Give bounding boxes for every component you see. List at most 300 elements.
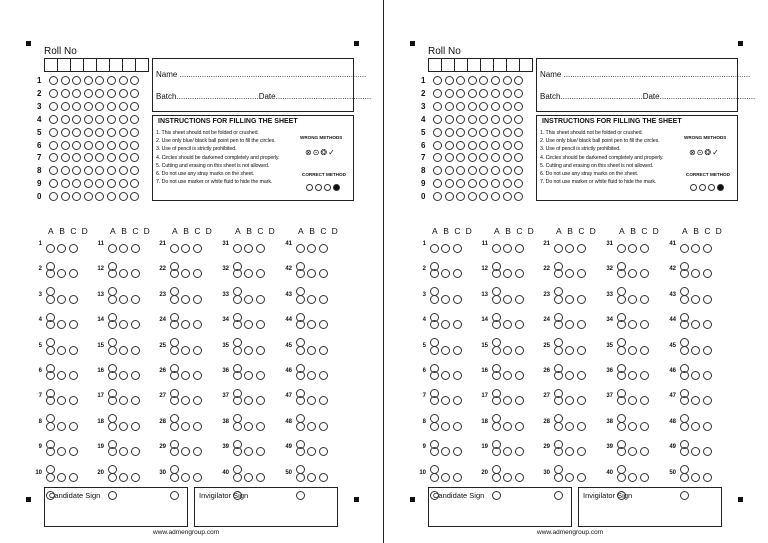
answer-bubble-b[interactable] [57,473,66,482]
roll-bubble[interactable] [468,179,477,188]
answer-bubble-a[interactable] [492,396,501,405]
answer-bubble-c[interactable] [319,346,328,355]
answer-bubble-c[interactable] [453,371,462,380]
answer-bubble-b[interactable] [441,295,450,304]
answer-bubble-b[interactable] [503,473,512,482]
answer-bubble-a[interactable] [492,473,501,482]
answer-bubble-a[interactable] [492,269,501,278]
answer-bubble-c[interactable] [131,269,140,278]
answer-bubble-c[interactable] [453,396,462,405]
answer-bubble-a[interactable] [46,422,55,431]
roll-digit-box[interactable] [454,59,467,71]
roll-bubble[interactable] [61,141,70,150]
answer-bubble-a[interactable] [296,320,305,329]
roll-bubble[interactable] [445,102,454,111]
roll-digit-box[interactable] [96,59,109,71]
answer-bubble-b[interactable] [119,269,128,278]
answer-bubble-a[interactable] [430,396,439,405]
answer-bubble-b[interactable] [628,473,637,482]
answer-bubble-b[interactable] [691,244,700,253]
answer-bubble-c[interactable] [69,447,78,456]
answer-bubble-a[interactable] [680,371,689,380]
roll-bubble[interactable] [72,166,81,175]
answer-bubble-a[interactable] [680,244,689,253]
answer-bubble-a[interactable] [680,320,689,329]
answer-bubble-c[interactable] [453,422,462,431]
roll-bubble[interactable] [49,115,58,124]
roll-bubble[interactable] [119,76,128,85]
answer-bubble-a[interactable] [554,473,563,482]
answer-bubble-b[interactable] [503,447,512,456]
roll-bubble[interactable] [445,166,454,175]
answer-bubble-a[interactable] [554,422,563,431]
roll-bubble[interactable] [433,192,442,201]
answer-bubble-a[interactable] [680,269,689,278]
answer-bubble-c[interactable] [577,422,586,431]
roll-bubble[interactable] [456,179,465,188]
candidate-sign-box[interactable] [44,487,188,527]
roll-bubble[interactable] [119,89,128,98]
answer-bubble-b[interactable] [691,371,700,380]
answer-bubble-c[interactable] [131,244,140,253]
roll-bubble[interactable] [503,128,512,137]
roll-bubble[interactable] [433,115,442,124]
answer-bubble-b[interactable] [503,422,512,431]
answer-bubble-c[interactable] [640,447,649,456]
answer-bubble-a[interactable] [108,269,117,278]
roll-bubble[interactable] [433,76,442,85]
answer-bubble-b[interactable] [503,295,512,304]
roll-bubble[interactable] [433,141,442,150]
answer-bubble-b[interactable] [307,269,316,278]
answer-bubble-b[interactable] [691,447,700,456]
answer-bubble-c[interactable] [131,473,140,482]
roll-bubble[interactable] [95,76,104,85]
roll-bubble[interactable] [514,89,523,98]
roll-bubble[interactable] [491,166,500,175]
roll-bubble[interactable] [503,192,512,201]
candidate-sign-box[interactable] [428,487,572,527]
answer-bubble-b[interactable] [181,295,190,304]
answer-bubble-a[interactable] [680,447,689,456]
roll-bubble[interactable] [468,115,477,124]
answer-bubble-b[interactable] [565,371,574,380]
answer-bubble-c[interactable] [256,447,265,456]
answer-bubble-c[interactable] [577,346,586,355]
answer-bubble-c[interactable] [69,422,78,431]
answer-bubble-c[interactable] [69,244,78,253]
answer-bubble-c[interactable] [453,269,462,278]
roll-bubble[interactable] [479,179,488,188]
answer-bubble-c[interactable] [319,396,328,405]
answer-bubble-b[interactable] [244,244,253,253]
answer-bubble-a[interactable] [617,473,626,482]
answer-bubble-b[interactable] [691,320,700,329]
answer-bubble-c[interactable] [69,371,78,380]
answer-bubble-b[interactable] [57,447,66,456]
roll-bubble[interactable] [479,128,488,137]
roll-bubble[interactable] [95,141,104,150]
roll-digit-box[interactable] [519,59,532,71]
answer-bubble-c[interactable] [577,244,586,253]
roll-bubble[interactable] [84,76,93,85]
roll-bubble[interactable] [61,102,70,111]
answer-bubble-b[interactable] [244,447,253,456]
roll-bubble[interactable] [479,115,488,124]
roll-bubble[interactable] [479,166,488,175]
answer-bubble-a[interactable] [46,371,55,380]
answer-bubble-b[interactable] [441,473,450,482]
answer-bubble-c[interactable] [577,447,586,456]
roll-bubble[interactable] [456,128,465,137]
roll-bubble[interactable] [49,89,58,98]
roll-bubble[interactable] [95,89,104,98]
answer-bubble-c[interactable] [640,269,649,278]
answer-bubble-a[interactable] [680,346,689,355]
answer-bubble-c[interactable] [703,244,712,253]
roll-bubble[interactable] [433,89,442,98]
answer-bubble-a[interactable] [680,295,689,304]
answer-bubble-a[interactable] [46,269,55,278]
answer-bubble-a[interactable] [46,447,55,456]
answer-bubble-b[interactable] [181,396,190,405]
roll-bubble[interactable] [503,115,512,124]
answer-bubble-c[interactable] [453,295,462,304]
answer-bubble-b[interactable] [181,422,190,431]
answer-bubble-b[interactable] [441,346,450,355]
roll-bubble[interactable] [72,76,81,85]
answer-bubble-a[interactable] [108,396,117,405]
roll-bubble[interactable] [130,179,139,188]
answer-bubble-b[interactable] [57,396,66,405]
roll-bubble[interactable] [456,166,465,175]
answer-bubble-a[interactable] [170,473,179,482]
roll-bubble[interactable] [95,179,104,188]
answer-bubble-a[interactable] [233,346,242,355]
answer-bubble-c[interactable] [453,244,462,253]
roll-bubble[interactable] [456,141,465,150]
answer-bubble-b[interactable] [441,396,450,405]
roll-bubble[interactable] [84,153,93,162]
answer-bubble-b[interactable] [628,447,637,456]
answer-bubble-a[interactable] [296,447,305,456]
answer-bubble-c[interactable] [640,244,649,253]
answer-bubble-a[interactable] [617,269,626,278]
answer-bubble-a[interactable] [233,320,242,329]
roll-digit-box[interactable] [493,59,506,71]
roll-bubble[interactable] [491,102,500,111]
answer-bubble-a[interactable] [492,346,501,355]
roll-bubble[interactable] [468,76,477,85]
roll-bubble[interactable] [514,179,523,188]
answer-bubble-a[interactable] [492,447,501,456]
answer-bubble-a[interactable] [430,371,439,380]
answer-bubble-a[interactable] [554,269,563,278]
answer-bubble-c[interactable] [256,244,265,253]
answer-bubble-a[interactable] [170,422,179,431]
roll-bubble[interactable] [84,166,93,175]
answer-bubble-c[interactable] [515,422,524,431]
answer-bubble-c[interactable] [515,295,524,304]
answer-bubble-c[interactable] [256,473,265,482]
roll-bubble[interactable] [95,128,104,137]
answer-bubble-c[interactable] [256,422,265,431]
answer-bubble-c[interactable] [515,473,524,482]
answer-bubble-a[interactable] [554,396,563,405]
answer-bubble-b[interactable] [503,371,512,380]
answer-bubble-a[interactable] [554,447,563,456]
answer-bubble-b[interactable] [565,422,574,431]
answer-bubble-b[interactable] [119,396,128,405]
answer-bubble-a[interactable] [233,244,242,253]
answer-bubble-a[interactable] [108,422,117,431]
answer-bubble-b[interactable] [244,422,253,431]
answer-bubble-b[interactable] [57,320,66,329]
answer-bubble-a[interactable] [296,269,305,278]
answer-bubble-b[interactable] [181,320,190,329]
answer-bubble-a[interactable] [108,295,117,304]
answer-bubble-a[interactable] [617,320,626,329]
answer-bubble-b[interactable] [307,473,316,482]
answer-bubble-c[interactable] [703,269,712,278]
roll-bubble[interactable] [456,76,465,85]
answer-bubble-b[interactable] [565,269,574,278]
roll-bubble[interactable] [130,141,139,150]
roll-digit-box[interactable] [70,59,83,71]
roll-bubble[interactable] [445,128,454,137]
answer-bubble-a[interactable] [170,396,179,405]
roll-digit-box[interactable] [122,59,135,71]
answer-bubble-a[interactable] [170,447,179,456]
name-field[interactable]: Name .................................................................................... [540,70,751,79]
answer-bubble-b[interactable] [57,269,66,278]
roll-bubble[interactable] [49,141,58,150]
answer-bubble-b[interactable] [119,371,128,380]
answer-bubble-a[interactable] [680,396,689,405]
answer-bubble-a[interactable] [430,473,439,482]
roll-bubble[interactable] [491,89,500,98]
answer-bubble-b[interactable] [503,396,512,405]
roll-bubble[interactable] [445,179,454,188]
answer-bubble-c[interactable] [703,422,712,431]
answer-bubble-a[interactable] [170,346,179,355]
answer-bubble-c[interactable] [256,371,265,380]
roll-bubble[interactable] [95,102,104,111]
answer-bubble-a[interactable] [554,295,563,304]
answer-bubble-a[interactable] [554,371,563,380]
roll-no-boxes[interactable] [428,58,533,72]
answer-bubble-c[interactable] [69,295,78,304]
answer-bubble-a[interactable] [296,422,305,431]
roll-bubble[interactable] [84,115,93,124]
answer-bubble-c[interactable] [640,320,649,329]
roll-bubble[interactable] [119,102,128,111]
answer-bubble-a[interactable] [492,295,501,304]
roll-bubble[interactable] [456,115,465,124]
answer-bubble-c[interactable] [640,371,649,380]
answer-bubble-a[interactable] [233,295,242,304]
answer-bubble-c[interactable] [703,473,712,482]
roll-bubble[interactable] [49,179,58,188]
answer-bubble-c[interactable] [703,295,712,304]
answer-bubble-c[interactable] [703,320,712,329]
roll-bubble[interactable] [479,76,488,85]
answer-bubble-b[interactable] [181,473,190,482]
answer-bubble-c[interactable] [193,447,202,456]
batch-date-field[interactable]: Batch.....................................Date........................................... [540,92,756,101]
answer-bubble-a[interactable] [617,371,626,380]
batch-date-field[interactable]: Batch.....................................Date........................................... [156,92,372,101]
answer-bubble-c[interactable] [319,295,328,304]
roll-bubble[interactable] [468,141,477,150]
answer-bubble-b[interactable] [628,320,637,329]
answer-bubble-c[interactable] [703,371,712,380]
answer-bubble-a[interactable] [296,346,305,355]
answer-bubble-b[interactable] [307,346,316,355]
answer-bubble-a[interactable] [680,473,689,482]
answer-bubble-a[interactable] [46,346,55,355]
answer-bubble-b[interactable] [307,371,316,380]
roll-bubble[interactable] [95,115,104,124]
roll-bubble[interactable] [433,179,442,188]
answer-bubble-c[interactable] [131,320,140,329]
answer-bubble-c[interactable] [131,371,140,380]
answer-bubble-b[interactable] [181,269,190,278]
answer-bubble-c[interactable] [193,244,202,253]
roll-bubble[interactable] [130,128,139,137]
roll-bubble[interactable] [49,166,58,175]
answer-bubble-a[interactable] [233,396,242,405]
roll-bubble[interactable] [72,115,81,124]
answer-bubble-b[interactable] [181,447,190,456]
answer-bubble-c[interactable] [453,346,462,355]
answer-bubble-a[interactable] [46,244,55,253]
roll-bubble[interactable] [514,153,523,162]
answer-bubble-b[interactable] [503,320,512,329]
answer-bubble-c[interactable] [193,422,202,431]
answer-bubble-a[interactable] [170,320,179,329]
answer-bubble-c[interactable] [193,371,202,380]
roll-bubble[interactable] [514,166,523,175]
answer-bubble-a[interactable] [492,422,501,431]
roll-bubble[interactable] [491,153,500,162]
roll-digit-box[interactable] [480,59,493,71]
answer-bubble-c[interactable] [69,269,78,278]
answer-bubble-a[interactable] [492,244,501,253]
roll-bubble[interactable] [130,192,139,201]
answer-bubble-b[interactable] [244,346,253,355]
answer-bubble-b[interactable] [119,295,128,304]
roll-bubble[interactable] [503,102,512,111]
answer-bubble-a[interactable] [46,320,55,329]
answer-bubble-c[interactable] [577,371,586,380]
answer-bubble-a[interactable] [108,346,117,355]
answer-bubble-a[interactable] [233,371,242,380]
answer-bubble-b[interactable] [565,346,574,355]
roll-bubble[interactable] [84,89,93,98]
answer-bubble-b[interactable] [244,371,253,380]
roll-digit-box[interactable] [441,59,454,71]
answer-bubble-c[interactable] [69,473,78,482]
answer-bubble-b[interactable] [244,269,253,278]
roll-bubble[interactable] [491,115,500,124]
roll-bubble[interactable] [49,102,58,111]
roll-bubble[interactable] [479,89,488,98]
roll-digit-box[interactable] [45,59,57,71]
roll-bubble[interactable] [107,166,116,175]
roll-bubble[interactable] [445,76,454,85]
roll-digit-box[interactable] [109,59,122,71]
answer-bubble-c[interactable] [256,346,265,355]
roll-bubble[interactable] [479,192,488,201]
answer-bubble-a[interactable] [617,422,626,431]
roll-bubble[interactable] [433,166,442,175]
roll-bubble[interactable] [503,153,512,162]
answer-bubble-b[interactable] [691,269,700,278]
answer-bubble-b[interactable] [565,244,574,253]
roll-no-boxes[interactable] [44,58,149,72]
answer-bubble-c[interactable] [640,473,649,482]
answer-bubble-b[interactable] [119,320,128,329]
answer-bubble-c[interactable] [640,295,649,304]
answer-bubble-a[interactable] [296,396,305,405]
roll-bubble[interactable] [119,115,128,124]
answer-bubble-b[interactable] [628,269,637,278]
answer-bubble-b[interactable] [691,473,700,482]
answer-bubble-c[interactable] [319,371,328,380]
answer-bubble-b[interactable] [628,396,637,405]
answer-bubble-b[interactable] [441,269,450,278]
roll-bubble[interactable] [119,128,128,137]
roll-bubble[interactable] [456,153,465,162]
answer-bubble-c[interactable] [319,269,328,278]
roll-bubble[interactable] [130,76,139,85]
roll-bubble[interactable] [130,115,139,124]
answer-bubble-b[interactable] [57,346,66,355]
answer-bubble-b[interactable] [565,396,574,405]
roll-bubble[interactable] [514,192,523,201]
roll-bubble[interactable] [95,192,104,201]
answer-bubble-a[interactable] [233,447,242,456]
roll-bubble[interactable] [61,128,70,137]
roll-bubble[interactable] [72,153,81,162]
roll-bubble[interactable] [84,192,93,201]
roll-bubble[interactable] [491,141,500,150]
answer-bubble-c[interactable] [577,295,586,304]
roll-bubble[interactable] [491,179,500,188]
roll-bubble[interactable] [433,102,442,111]
answer-bubble-a[interactable] [46,473,55,482]
answer-bubble-b[interactable] [57,244,66,253]
answer-bubble-b[interactable] [119,473,128,482]
answer-bubble-c[interactable] [703,447,712,456]
answer-bubble-c[interactable] [319,320,328,329]
answer-bubble-c[interactable] [131,396,140,405]
answer-bubble-c[interactable] [131,295,140,304]
roll-bubble[interactable] [503,179,512,188]
roll-bubble[interactable] [503,166,512,175]
answer-bubble-a[interactable] [430,244,439,253]
roll-bubble[interactable] [107,179,116,188]
answer-bubble-c[interactable] [193,346,202,355]
answer-bubble-a[interactable] [430,320,439,329]
roll-bubble[interactable] [514,128,523,137]
answer-bubble-c[interactable] [131,346,140,355]
roll-bubble[interactable] [468,128,477,137]
answer-bubble-b[interactable] [441,447,450,456]
answer-bubble-b[interactable] [628,295,637,304]
roll-bubble[interactable] [514,102,523,111]
